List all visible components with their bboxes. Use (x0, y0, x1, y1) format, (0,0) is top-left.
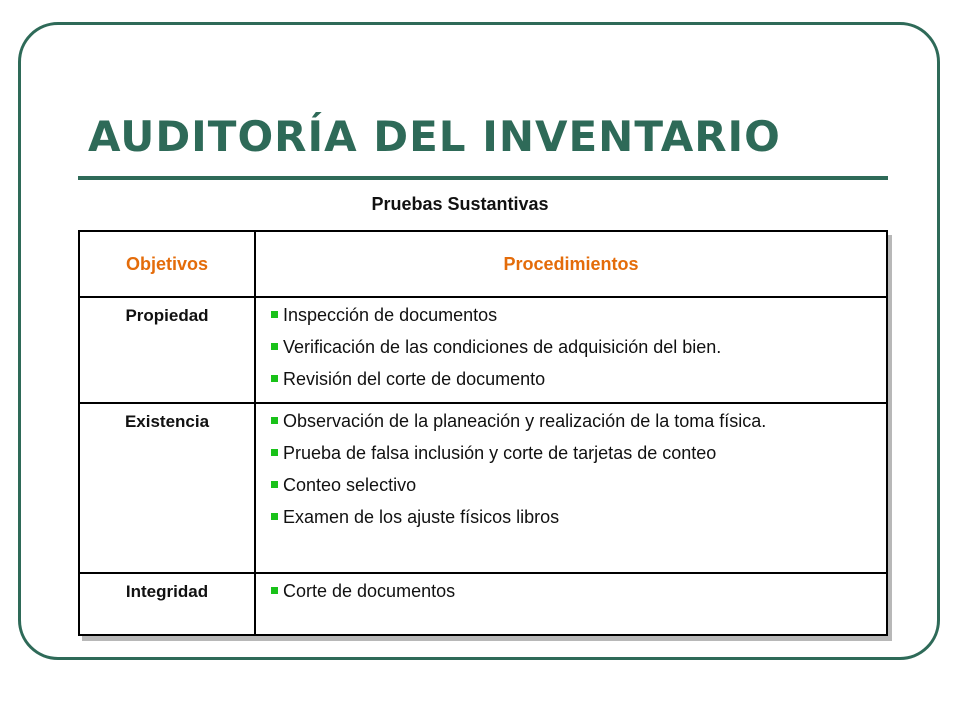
procedures-table (78, 230, 888, 636)
table-row (79, 403, 887, 573)
list-item (270, 442, 878, 464)
objective-cell: Existencia (79, 403, 255, 573)
square-bullet-icon (271, 311, 278, 318)
list-item (270, 336, 878, 358)
objective-cell: Propiedad (79, 297, 255, 403)
table-header-row (79, 231, 887, 297)
procedure-text: Examen de los ajuste físicos libros (283, 507, 560, 527)
procedure-text: Prueba de falsa inclusión y corte de tarjetas de conteo (283, 443, 717, 463)
header-procedimientos: Procedimientos (255, 231, 887, 297)
procedures-cell (255, 403, 887, 573)
list-item (270, 506, 878, 528)
procedure-text: Inspección de documentos (283, 305, 498, 325)
procedure-list (270, 304, 878, 390)
square-bullet-icon (271, 343, 278, 350)
list-item (270, 474, 878, 496)
slide-subtitle: Pruebas Sustantivas (371, 194, 549, 214)
square-bullet-icon (271, 449, 278, 456)
procedure-text: Conteo selectivo (283, 475, 417, 495)
list-item (270, 410, 878, 432)
procedure-text: Observación de la planeación y realización de la toma física. (283, 411, 767, 431)
title-divider (78, 176, 888, 180)
procedure-text: Corte de documentos (283, 581, 456, 601)
procedures-cell (255, 573, 887, 635)
objective-cell: Integridad (79, 573, 255, 635)
table-row (79, 573, 887, 635)
square-bullet-icon (271, 587, 278, 594)
list-item (270, 304, 878, 326)
procedure-text: Verificación de las condiciones de adquisición del bien. (283, 337, 722, 357)
procedure-list (270, 580, 878, 602)
slide-title: AUDITORÍA DEL INVENTARIO (88, 112, 781, 161)
square-bullet-icon (271, 417, 278, 424)
list-item (270, 368, 878, 390)
square-bullet-icon (271, 513, 278, 520)
list-item (270, 580, 878, 602)
table-row (79, 297, 887, 403)
square-bullet-icon (271, 375, 278, 382)
procedure-text: Revisión del corte de documento (283, 369, 546, 389)
procedures-cell (255, 297, 887, 403)
procedure-list (270, 410, 878, 528)
square-bullet-icon (271, 481, 278, 488)
header-objetivos: Objetivos (79, 231, 255, 297)
